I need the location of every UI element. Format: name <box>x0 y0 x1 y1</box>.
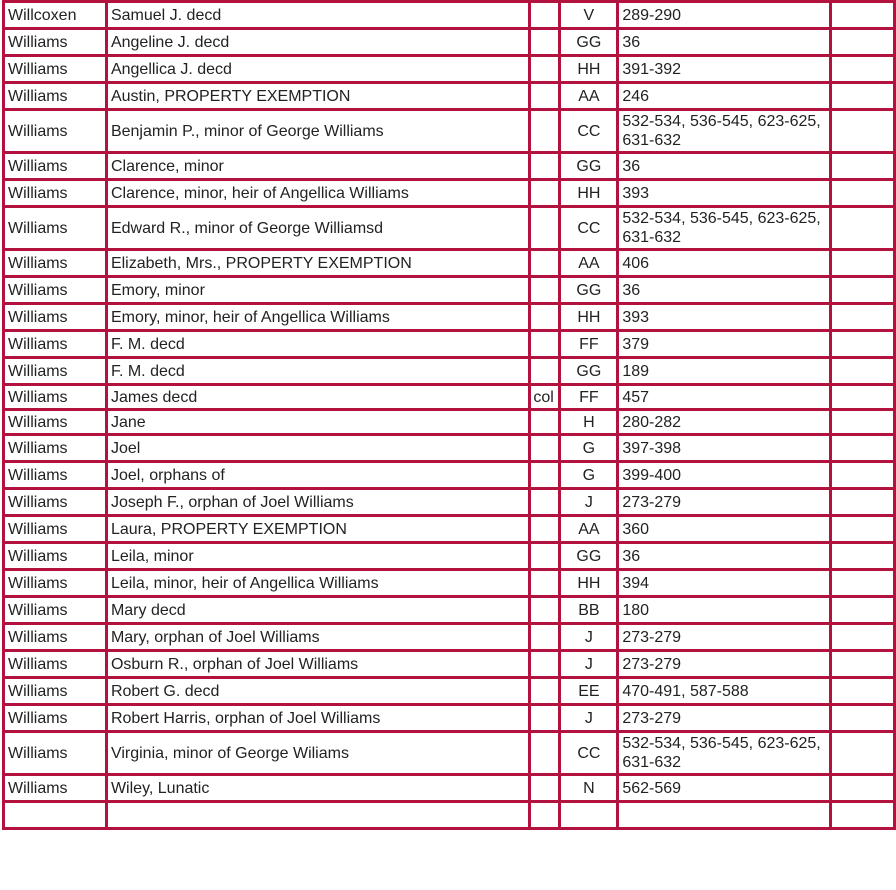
given-name-cell: Samuel J. decd <box>106 2 529 29</box>
book-cell: GG <box>560 153 618 180</box>
surname-cell: Williams <box>4 651 107 678</box>
surname-cell: Williams <box>4 705 107 732</box>
surname-cell: Williams <box>4 570 107 597</box>
book-cell: N <box>560 775 618 802</box>
records-table-body <box>4 0 895 829</box>
surname-cell: Williams <box>4 56 107 83</box>
given-name-cell: Emory, minor, heir of Angellica Williams <box>106 304 529 331</box>
note-cell <box>530 705 560 732</box>
surname-cell: Williams <box>4 277 107 304</box>
extra-cell <box>831 180 895 207</box>
book-cell: HH <box>560 180 618 207</box>
note-cell <box>530 570 560 597</box>
pages-cell: 246 <box>618 83 831 110</box>
given-name-cell: Leila, minor, heir of Angellica Williams <box>106 570 529 597</box>
surname-cell: Williams <box>4 597 107 624</box>
pages-cell: 273-279 <box>618 651 831 678</box>
given-name-cell: Joel, orphans of <box>106 462 529 489</box>
surname-cell: Williams <box>4 29 107 56</box>
table-row <box>4 651 895 678</box>
surname-cell: Williams <box>4 358 107 385</box>
surname-cell: Williams <box>4 624 107 651</box>
surname-cell: Willcoxen <box>4 2 107 29</box>
given-name-cell: Wiley, Lunatic <box>106 775 529 802</box>
note-cell <box>530 678 560 705</box>
table-row <box>4 543 895 570</box>
extra-cell <box>831 29 895 56</box>
pages-cell: 273-279 <box>618 489 831 516</box>
table-row <box>4 570 895 597</box>
extra-cell <box>831 304 895 331</box>
given-name-cell: Robert G. decd <box>106 678 529 705</box>
table-row <box>4 410 895 435</box>
extra-cell <box>831 775 895 802</box>
book-cell: V <box>560 2 618 29</box>
given-name-cell: Joseph F., orphan of Joel Williams <box>106 489 529 516</box>
given-name-cell: Clarence, minor, heir of Angellica Williams <box>106 180 529 207</box>
pages-cell: 280-282 <box>618 410 831 435</box>
surname-cell: Williams <box>4 543 107 570</box>
note-cell <box>530 775 560 802</box>
note-cell <box>530 732 560 775</box>
pages-cell: 532-534, 536-545, 623-625, 631-632 <box>618 110 831 153</box>
table-row <box>4 732 895 775</box>
book-cell: HH <box>560 56 618 83</box>
pages-cell: 379 <box>618 331 831 358</box>
table-row <box>4 29 895 56</box>
note-cell: col <box>530 385 560 410</box>
extra-cell <box>831 802 895 829</box>
table-row <box>4 2 895 29</box>
book-cell: GG <box>560 277 618 304</box>
book-cell: GG <box>560 29 618 56</box>
surname-cell: Williams <box>4 462 107 489</box>
table-row <box>4 385 895 410</box>
surname-cell: Williams <box>4 678 107 705</box>
given-name-cell: Benjamin P., minor of George Williams <box>106 110 529 153</box>
surname-cell: Williams <box>4 180 107 207</box>
extra-cell <box>831 624 895 651</box>
extra-cell <box>831 331 895 358</box>
given-name-cell: F. M. decd <box>106 358 529 385</box>
surname-cell: Williams <box>4 732 107 775</box>
book-cell: CC <box>560 110 618 153</box>
note-cell <box>530 29 560 56</box>
surname-cell: Williams <box>4 250 107 277</box>
table-row <box>4 435 895 462</box>
book-cell: EE <box>560 678 618 705</box>
extra-cell <box>831 250 895 277</box>
note-cell <box>530 250 560 277</box>
extra-cell <box>831 543 895 570</box>
note-cell <box>530 83 560 110</box>
table-row <box>4 775 895 802</box>
table-row <box>4 331 895 358</box>
note-cell <box>530 358 560 385</box>
pages-cell: 457 <box>618 385 831 410</box>
pages-cell: 36 <box>618 153 831 180</box>
surname-cell: Williams <box>4 489 107 516</box>
table-row <box>4 624 895 651</box>
pages-cell: 399-400 <box>618 462 831 489</box>
book-cell: AA <box>560 516 618 543</box>
surname-cell: Williams <box>4 435 107 462</box>
book-cell: HH <box>560 570 618 597</box>
table-row <box>4 462 895 489</box>
table-row <box>4 110 895 153</box>
table-row <box>4 250 895 277</box>
pages-cell: 393 <box>618 304 831 331</box>
table-row <box>4 597 895 624</box>
pages-cell: 391-392 <box>618 56 831 83</box>
note-cell <box>530 802 560 829</box>
note-cell <box>530 624 560 651</box>
book-cell: G <box>560 462 618 489</box>
note-cell <box>530 56 560 83</box>
book-cell: FF <box>560 331 618 358</box>
given-name-cell <box>106 802 529 829</box>
extra-cell <box>831 385 895 410</box>
given-name-cell: Emory, minor <box>106 277 529 304</box>
note-cell <box>530 277 560 304</box>
pages-cell: 360 <box>618 516 831 543</box>
book-cell: H <box>560 410 618 435</box>
book-cell: J <box>560 489 618 516</box>
pages-cell: 36 <box>618 29 831 56</box>
note-cell <box>530 153 560 180</box>
surname-cell: Williams <box>4 331 107 358</box>
note-cell <box>530 462 560 489</box>
pages-cell: 36 <box>618 543 831 570</box>
given-name-cell: F. M. decd <box>106 331 529 358</box>
given-name-cell: Edward R., minor of George Williamsd <box>106 207 529 250</box>
extra-cell <box>831 153 895 180</box>
extra-cell <box>831 651 895 678</box>
book-cell: J <box>560 705 618 732</box>
surname-cell: Williams <box>4 410 107 435</box>
pages-cell: 36 <box>618 277 831 304</box>
surname-cell: Williams <box>4 775 107 802</box>
note-cell <box>530 304 560 331</box>
given-name-cell: Virginia, minor of George Wiliams <box>106 732 529 775</box>
book-cell: FF <box>560 385 618 410</box>
extra-cell <box>831 56 895 83</box>
extra-cell <box>831 358 895 385</box>
extra-cell <box>831 597 895 624</box>
book-cell: G <box>560 435 618 462</box>
surname-cell: Williams <box>4 83 107 110</box>
given-name-cell: Mary decd <box>106 597 529 624</box>
note-cell <box>530 180 560 207</box>
extra-cell <box>831 277 895 304</box>
note-cell <box>530 2 560 29</box>
pages-cell: 393 <box>618 180 831 207</box>
table-row <box>4 180 895 207</box>
book-cell: CC <box>560 207 618 250</box>
given-name-cell: Elizabeth, Mrs., PROPERTY EXEMPTION <box>106 250 529 277</box>
table-row <box>4 516 895 543</box>
pages-cell: 470-491, 587-588 <box>618 678 831 705</box>
table-row <box>4 277 895 304</box>
pages-cell: 273-279 <box>618 624 831 651</box>
pages-cell: 273-279 <box>618 705 831 732</box>
pages-cell: 532-534, 536-545, 623-625, 631-632 <box>618 207 831 250</box>
table-row <box>4 207 895 250</box>
given-name-cell: Leila, minor <box>106 543 529 570</box>
pages-cell: 180 <box>618 597 831 624</box>
surname-cell: Williams <box>4 516 107 543</box>
book-cell: HH <box>560 304 618 331</box>
note-cell <box>530 516 560 543</box>
table-row <box>4 153 895 180</box>
given-name-cell: Joel <box>106 435 529 462</box>
note-cell <box>530 410 560 435</box>
book-cell: GG <box>560 358 618 385</box>
given-name-cell: Laura, PROPERTY EXEMPTION <box>106 516 529 543</box>
given-name-cell: Austin, PROPERTY EXEMPTION <box>106 83 529 110</box>
extra-cell <box>831 570 895 597</box>
pages-cell: 406 <box>618 250 831 277</box>
given-name-cell: Robert Harris, orphan of Joel Williams <box>106 705 529 732</box>
book-cell: AA <box>560 250 618 277</box>
given-name-cell: James decd <box>106 385 529 410</box>
given-name-cell: Angellica J. decd <box>106 56 529 83</box>
given-name-cell: Mary, orphan of Joel Williams <box>106 624 529 651</box>
surname-cell: Williams <box>4 110 107 153</box>
surname-cell: Williams <box>4 153 107 180</box>
book-cell: J <box>560 651 618 678</box>
given-name-cell: Jane <box>106 410 529 435</box>
book-cell: GG <box>560 543 618 570</box>
surname-cell: Williams <box>4 385 107 410</box>
surname-cell: Williams <box>4 304 107 331</box>
given-name-cell: Osburn R., orphan of Joel Williams <box>106 651 529 678</box>
pages-cell: 189 <box>618 358 831 385</box>
extra-cell <box>831 435 895 462</box>
pages-cell: 397-398 <box>618 435 831 462</box>
note-cell <box>530 110 560 153</box>
extra-cell <box>831 516 895 543</box>
pages-cell: 532-534, 536-545, 623-625, 631-632 <box>618 732 831 775</box>
pages-cell <box>618 802 831 829</box>
records-table <box>2 0 896 830</box>
note-cell <box>530 651 560 678</box>
extra-cell <box>831 678 895 705</box>
note-cell <box>530 597 560 624</box>
note-cell <box>530 543 560 570</box>
extra-cell <box>831 410 895 435</box>
table-row <box>4 304 895 331</box>
extra-cell <box>831 110 895 153</box>
extra-cell <box>831 83 895 110</box>
extra-cell <box>831 462 895 489</box>
book-cell: AA <box>560 83 618 110</box>
pages-cell: 562-569 <box>618 775 831 802</box>
extra-cell <box>831 207 895 250</box>
note-cell <box>530 331 560 358</box>
note-cell <box>530 207 560 250</box>
extra-cell <box>831 732 895 775</box>
book-cell <box>560 802 618 829</box>
table-row <box>4 678 895 705</box>
book-cell: CC <box>560 732 618 775</box>
table-row <box>4 489 895 516</box>
note-cell <box>530 489 560 516</box>
pages-cell: 289-290 <box>618 2 831 29</box>
pages-cell: 394 <box>618 570 831 597</box>
given-name-cell: Clarence, minor <box>106 153 529 180</box>
surname-cell <box>4 802 107 829</box>
table-row <box>4 802 895 829</box>
extra-cell <box>831 2 895 29</box>
note-cell <box>530 435 560 462</box>
book-cell: BB <box>560 597 618 624</box>
surname-cell: Williams <box>4 207 107 250</box>
table-row <box>4 358 895 385</box>
table-row <box>4 56 895 83</box>
extra-cell <box>831 489 895 516</box>
table-row <box>4 705 895 732</box>
book-cell: J <box>560 624 618 651</box>
extra-cell <box>831 705 895 732</box>
given-name-cell: Angeline J. decd <box>106 29 529 56</box>
table-row <box>4 83 895 110</box>
